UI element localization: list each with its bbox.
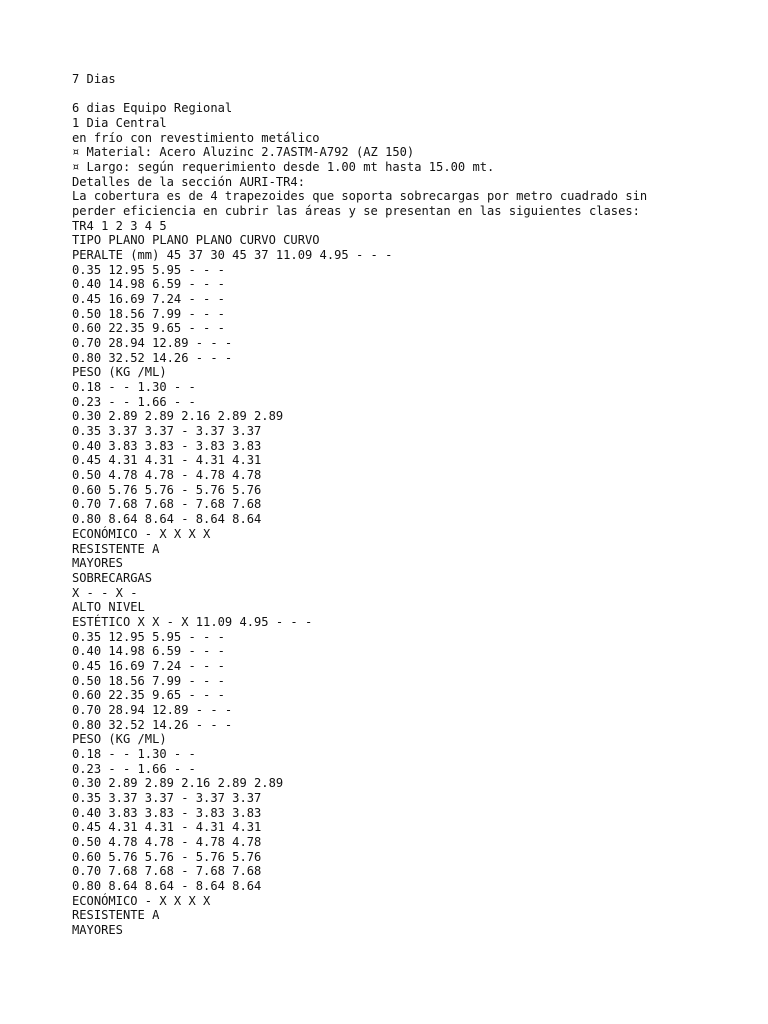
table-row: ECONÓMICO - X X X X	[72, 526, 211, 541]
table-row: 0.80 32.52 14.26 - - -	[72, 717, 233, 732]
table-row: 0.40 3.83 3.83 - 3.83 3.83	[72, 438, 262, 453]
table-row: 0.35 3.37 3.37 - 3.37 3.37	[72, 790, 262, 805]
table-row: 0.70 28.94 12.89 - - -	[72, 702, 233, 717]
table-row: PERALTE (mm) 45 37 30 45 37 11.09 4.95 - - -	[72, 248, 393, 263]
table-row: 0.45 16.69 7.24 - - -	[72, 292, 225, 307]
table-row: MAYORES	[72, 556, 123, 571]
blank-line	[72, 87, 752, 102]
table-row: 0.80 32.52 14.26 - - -	[72, 350, 233, 365]
table-row: ESTÉTICO X X - X 11.09 4.95 - - -	[72, 614, 313, 629]
table-row: 0.70 7.68 7.68 - 7.68 7.68	[72, 497, 262, 512]
table-row: X - - X -	[72, 585, 138, 600]
table-row: 0.30 2.89 2.89 2.16 2.89 2.89	[72, 776, 284, 791]
table-row: PESO (KG /ML)	[72, 732, 167, 747]
table-row: 0.40 14.98 6.59 - - -	[72, 644, 225, 659]
table-row: 0.35 3.37 3.37 - 3.37 3.37	[72, 424, 262, 439]
table-row: 0.45 16.69 7.24 - - -	[72, 658, 225, 673]
table-row: 0.70 7.68 7.68 - 7.68 7.68	[72, 864, 262, 879]
table-row: 0.50 4.78 4.78 - 4.78 4.78	[72, 468, 262, 483]
table-row: 0.60 22.35 9.65 - - -	[72, 321, 225, 336]
bullet-line: ¤ Largo: según requerimiento desde 1.00 mt hasta 15.00 mt.	[72, 160, 495, 175]
document-header: 7 Dias	[72, 72, 116, 86]
table-row: 0.18 - - 1.30 - -	[72, 380, 196, 395]
text-line: 1 Dia Central	[72, 116, 167, 131]
table-row: ECONÓMICO - X X X X	[72, 893, 211, 908]
table-row: ALTO NIVEL	[72, 600, 145, 615]
text-line: 6 dias Equipo Regional	[72, 101, 233, 116]
table-row: 0.23 - - 1.66 - -	[72, 394, 196, 409]
table-row: 0.60 22.35 9.65 - - -	[72, 688, 225, 703]
table-row: 0.80 8.64 8.64 - 8.64 8.64	[72, 512, 262, 527]
table-row: RESISTENTE A	[72, 908, 160, 923]
table-row: TR4 1 2 3 4 5	[72, 218, 167, 233]
table-row: 0.50 4.78 4.78 - 4.78 4.78	[72, 834, 262, 849]
bullet-line: ¤ Material: Acero Aluzinc 2.7ASTM-A792 (AZ 150)	[72, 145, 415, 160]
document-body	[72, 101, 752, 937]
table-row: 0.60 5.76 5.76 - 5.76 5.76	[72, 482, 262, 497]
table-row: 0.50 18.56 7.99 - - -	[72, 306, 225, 321]
table-row: RESISTENTE A	[72, 541, 160, 556]
table-row: 0.35 12.95 5.95 - - -	[72, 262, 225, 277]
table-row: 0.50 18.56 7.99 - - -	[72, 673, 225, 688]
table-row: 0.45 4.31 4.31 - 4.31 4.31	[72, 453, 262, 468]
text-line: perder eficiencia en cubrir las áreas y se presentan en las siguientes clases:	[72, 204, 640, 219]
table-row: 0.18 - - 1.30 - -	[72, 746, 196, 761]
table-row: 0.40 3.83 3.83 - 3.83 3.83	[72, 805, 262, 820]
table-row: PESO (KG /ML)	[72, 365, 167, 380]
text-line: Detalles de la sección AURI-TR4:	[72, 174, 305, 189]
document-page	[72, 72, 752, 938]
table-row: 0.80 8.64 8.64 - 8.64 8.64	[72, 878, 262, 893]
table-row: 0.70 28.94 12.89 - - -	[72, 336, 233, 351]
table-row: TIPO PLANO PLANO PLANO CURVO CURVO	[72, 233, 320, 248]
text-line: en frío con revestimiento metálico	[72, 130, 320, 145]
table-row: 0.35 12.95 5.95 - - -	[72, 629, 225, 644]
table-row: 0.40 14.98 6.59 - - -	[72, 277, 225, 292]
table-row: 0.23 - - 1.66 - -	[72, 761, 196, 776]
table-row: 0.45 4.31 4.31 - 4.31 4.31	[72, 820, 262, 835]
table-row: SOBRECARGAS	[72, 570, 153, 585]
table-row: 0.60 5.76 5.76 - 5.76 5.76	[72, 849, 262, 864]
table-row: MAYORES	[72, 922, 123, 937]
text-line: La cobertura es de 4 trapezoides que soporta sobrecargas por metro cuadrado sin	[72, 189, 648, 204]
table-row: 0.30 2.89 2.89 2.16 2.89 2.89	[72, 409, 284, 424]
